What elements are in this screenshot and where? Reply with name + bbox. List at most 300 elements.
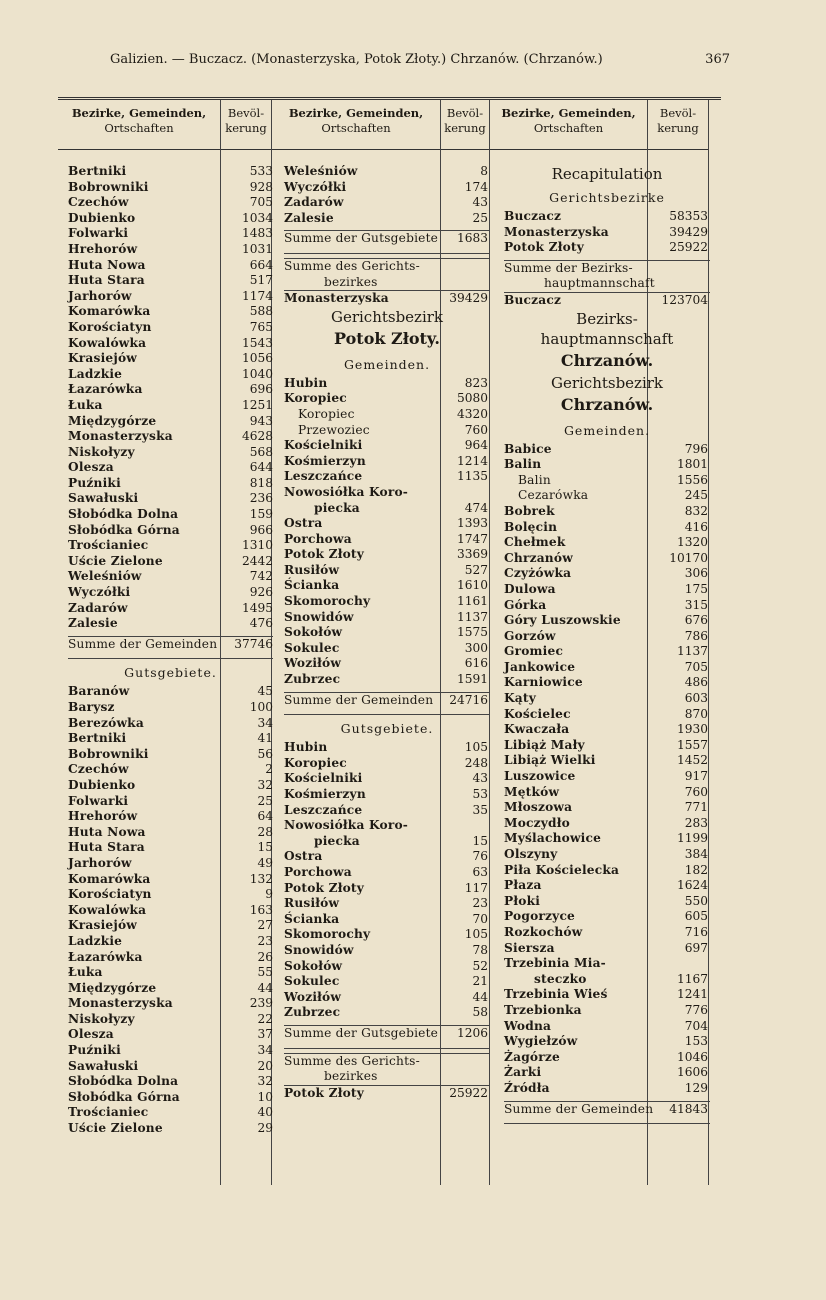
table-row xyxy=(68,429,273,445)
place-name: Słobódka Górna xyxy=(68,522,180,537)
place-name: Berezówka xyxy=(68,715,144,730)
place-name: Babice xyxy=(504,441,552,456)
population-value: 486 xyxy=(684,675,708,690)
place-name: Sokulec xyxy=(284,640,340,655)
population-value: 1040 xyxy=(241,366,273,381)
place-name: Ostra xyxy=(284,516,323,531)
table-row xyxy=(504,987,710,1003)
population-value: 1046 xyxy=(676,1049,708,1064)
place-name: Trościaniec xyxy=(68,538,149,553)
population-value: 742 xyxy=(249,569,273,584)
place-name: Dubienko xyxy=(68,777,136,792)
population-value: 1606 xyxy=(676,1065,708,1080)
place-name-cont: steczko xyxy=(534,971,587,986)
table-row xyxy=(284,959,490,975)
table-row xyxy=(68,996,273,1012)
place-name: Potok Złoty xyxy=(504,240,585,255)
population-value: 182 xyxy=(684,862,708,877)
place-name: Wodna xyxy=(504,1018,552,1033)
place-name: Weleśniów xyxy=(284,164,358,178)
table-row xyxy=(68,700,273,716)
table-row xyxy=(68,226,273,242)
table-row xyxy=(284,180,490,196)
population-value: 58 xyxy=(472,1005,488,1020)
table-row xyxy=(68,1043,273,1059)
population-value: 153 xyxy=(684,1034,708,1049)
place-name: Zubrzec xyxy=(284,1005,341,1020)
population-value: 15 xyxy=(472,833,488,848)
page-header-title: Galizien. — Buczacz. (Monasterzyska, Potok Złoty.) Chrzanów. (Chrzanów.) xyxy=(110,52,603,67)
table-row xyxy=(284,610,490,626)
place-name: Uście Zielone xyxy=(68,553,163,568)
population-value: 550 xyxy=(684,893,708,908)
place-name: Dulowa xyxy=(504,581,556,596)
table-row xyxy=(68,903,273,919)
table-row xyxy=(68,195,273,211)
table-row xyxy=(284,563,490,579)
population-value: 928 xyxy=(249,179,273,194)
place-name-cont: piecka xyxy=(314,833,360,848)
table-row xyxy=(68,336,273,352)
place-name: Kwaczała xyxy=(504,722,570,737)
place-name: Górka xyxy=(504,597,547,612)
table-row xyxy=(68,778,273,794)
table-row xyxy=(284,927,490,943)
place-name: Sokołów xyxy=(284,958,343,973)
table-row xyxy=(504,566,710,582)
place-name: Karniowice xyxy=(504,675,583,690)
place-name: Międzygórze xyxy=(68,980,157,995)
table-row xyxy=(68,601,273,617)
table-row xyxy=(68,887,273,903)
population-value: 9 xyxy=(265,887,273,902)
table-row xyxy=(68,398,273,414)
table-row xyxy=(504,956,710,987)
table-row xyxy=(68,304,273,320)
summary-row xyxy=(284,692,490,716)
population-value: 25922 xyxy=(449,1085,488,1100)
table-row xyxy=(68,211,273,227)
place-name: Komarówka xyxy=(68,871,151,886)
summary-row xyxy=(284,1025,490,1049)
place-name: Sokołów xyxy=(284,625,343,640)
population-value: 776 xyxy=(684,1002,708,1017)
table-row xyxy=(504,473,710,489)
population-value: 1310 xyxy=(241,538,273,553)
population-value: 1320 xyxy=(676,535,708,550)
summary-value: 41843 xyxy=(669,1101,708,1116)
col2-name-header: Bezirke, Gemeinden, Ortschaften xyxy=(272,100,440,150)
place-name: Koropiec xyxy=(284,391,347,406)
place-name: Piła Kościelecka xyxy=(504,862,620,877)
population-value: 1452 xyxy=(676,753,708,768)
population-value: 1495 xyxy=(241,600,273,615)
table-row xyxy=(504,293,710,309)
population-value: 1199 xyxy=(676,831,708,846)
summary-row xyxy=(284,1053,490,1086)
population-value: 78 xyxy=(472,942,488,957)
population-value: 1624 xyxy=(676,878,708,893)
place-name: Łazarówka xyxy=(68,949,143,964)
place-name: Balin xyxy=(518,472,551,487)
summary-row xyxy=(68,636,273,660)
place-name: Żagórze xyxy=(504,1049,560,1064)
table-row xyxy=(284,990,490,1006)
population-value: 23 xyxy=(472,896,488,911)
summary-label: Summe der Gemeinden xyxy=(68,636,218,651)
place-name: Chrzanów xyxy=(504,550,573,565)
population-value: 796 xyxy=(684,441,708,456)
table-row xyxy=(68,460,273,476)
table-row xyxy=(68,554,273,570)
place-name: Uście Zielone xyxy=(68,1121,163,1136)
population-value: 1393 xyxy=(456,516,488,531)
table-row xyxy=(284,164,490,180)
table-row xyxy=(504,209,710,225)
population-value: 527 xyxy=(464,562,488,577)
population-value: 1930 xyxy=(676,722,708,737)
place-name: Woziłów xyxy=(284,989,342,1004)
place-name: Olesza xyxy=(68,1027,114,1042)
population-value: 966 xyxy=(249,522,273,537)
population-value: 22 xyxy=(257,1011,273,1026)
population-value: 306 xyxy=(684,566,708,581)
population-value: 765 xyxy=(249,319,273,334)
table-row xyxy=(68,965,273,981)
table-row xyxy=(284,849,490,865)
table-row xyxy=(68,840,273,856)
table-row xyxy=(68,747,273,763)
place-name: Kośmierzyn xyxy=(284,787,366,801)
place-name: Snowidów xyxy=(284,942,354,957)
place-name: Żarki xyxy=(504,1065,542,1080)
population-value: 76 xyxy=(472,849,488,864)
population-value: 245 xyxy=(684,488,708,503)
table-row xyxy=(68,476,273,492)
population-value: 159 xyxy=(249,507,273,522)
table-row xyxy=(68,716,273,732)
population-value: 56 xyxy=(257,746,273,761)
population-value: 1241 xyxy=(676,987,708,1002)
table-row xyxy=(68,507,273,523)
section-heading-bold: Chrzanów. xyxy=(560,394,654,414)
population-value: 1556 xyxy=(676,472,708,487)
population-value: 1610 xyxy=(456,578,488,593)
table-row xyxy=(68,180,273,196)
population-value: 1801 xyxy=(676,457,708,472)
population-value: 41 xyxy=(257,731,273,746)
table-row xyxy=(504,520,710,536)
population-value: 1591 xyxy=(456,672,488,687)
population-value: 616 xyxy=(464,656,488,671)
place-name: Wyczółki xyxy=(284,179,347,194)
place-name: Trzebinia Wieś xyxy=(504,987,608,1002)
table-row xyxy=(504,1003,710,1019)
table-row xyxy=(284,547,490,563)
table-row xyxy=(68,809,273,825)
place-name: Kąty xyxy=(504,691,537,706)
table-row xyxy=(284,974,490,990)
summary-row xyxy=(284,230,490,254)
place-name: Trzebinia Mia- xyxy=(504,956,606,971)
population-value: 716 xyxy=(684,924,708,939)
population-value: 39429 xyxy=(669,224,708,239)
population-value: 1251 xyxy=(241,397,273,412)
population-value: 23 xyxy=(257,933,273,948)
place-name: Leszczańce xyxy=(284,469,363,484)
population-value: 697 xyxy=(684,940,708,955)
population-value: 8 xyxy=(480,164,488,178)
population-value: 517 xyxy=(249,273,273,288)
table-row xyxy=(68,367,273,383)
section-label: Gemeinden. xyxy=(343,356,431,372)
table-row xyxy=(504,769,710,785)
population-value: 476 xyxy=(249,616,273,631)
place-name: Folwarki xyxy=(68,793,129,808)
place-name: Ostra xyxy=(284,849,323,864)
population-value: 105 xyxy=(464,740,488,755)
population-value: 32 xyxy=(257,1074,273,1089)
summary-label: Summe der Bezirks- xyxy=(504,260,633,275)
population-value: 786 xyxy=(684,628,708,643)
table-row xyxy=(284,211,490,227)
population-value: 943 xyxy=(249,413,273,428)
table-row xyxy=(504,457,710,473)
table-row xyxy=(504,1034,710,1050)
place-name: Krasiejów xyxy=(68,351,137,366)
place-name: Korościatyn xyxy=(68,887,152,902)
section-heading: hauptmannschaft xyxy=(540,329,674,348)
place-name: Słobódka Dolna xyxy=(68,1074,179,1089)
population-value: 248 xyxy=(464,755,488,770)
population-value: 25 xyxy=(257,793,273,808)
summary-row xyxy=(284,258,490,291)
table-row xyxy=(284,672,490,688)
population-value: 15 xyxy=(257,840,273,855)
table-row xyxy=(68,569,273,585)
table-row xyxy=(284,656,490,672)
table-row xyxy=(68,445,273,461)
col3-name-header: Bezirke, Gemeinden, Ortschaften xyxy=(490,100,647,150)
table-row xyxy=(504,629,710,645)
place-name: Balin xyxy=(504,457,542,472)
table-row xyxy=(504,847,710,863)
summary-label: Summe des Gerichts- xyxy=(284,258,420,273)
table-row xyxy=(284,818,490,849)
population-value: 1137 xyxy=(456,609,488,624)
table-row xyxy=(284,1086,490,1102)
place-name: Skomorochy xyxy=(284,594,371,609)
population-value: 664 xyxy=(249,257,273,272)
population-value: 603 xyxy=(684,691,708,706)
place-name: Słobódka Górna xyxy=(68,1089,180,1104)
table-row xyxy=(284,407,490,423)
place-name: Monasterzyska xyxy=(68,429,173,444)
population-value: 696 xyxy=(249,382,273,397)
place-name: Ścianka xyxy=(284,578,340,593)
place-name: Czechów xyxy=(68,195,129,210)
population-value: 35 xyxy=(472,802,488,817)
population-value: 10 xyxy=(257,1089,273,1104)
table-row xyxy=(68,242,273,258)
population-value: 34 xyxy=(257,715,273,730)
table-row xyxy=(504,504,710,520)
population-value: 474 xyxy=(464,500,488,515)
table-row xyxy=(68,1059,273,1075)
section-heading: Gerichtsbezirk xyxy=(330,307,444,326)
table-row xyxy=(284,641,490,657)
summary-label: Summe der Gemeinden xyxy=(284,692,434,707)
table-row xyxy=(284,787,490,803)
table-row xyxy=(504,240,710,256)
table-row xyxy=(284,912,490,928)
place-name: Bobrek xyxy=(504,503,555,518)
place-name: Weleśniów xyxy=(68,569,142,584)
table-row xyxy=(68,351,273,367)
population-value: 21 xyxy=(472,974,488,989)
table-row xyxy=(68,164,273,180)
table-row xyxy=(68,585,273,601)
table-row xyxy=(68,856,273,872)
place-name: Sokulec xyxy=(284,974,340,989)
population-value: 132 xyxy=(249,871,273,886)
population-value: 175 xyxy=(684,581,708,596)
summary-label-cont: hauptmannschaft xyxy=(544,276,655,291)
place-name: Komarówka xyxy=(68,304,151,319)
population-value: 1167 xyxy=(676,971,708,986)
table-row xyxy=(284,625,490,641)
table-row xyxy=(68,794,273,810)
population-value: 315 xyxy=(684,597,708,612)
table-row xyxy=(284,438,490,454)
table-row xyxy=(504,831,710,847)
section-label: Gerichtsbezirke xyxy=(549,190,665,205)
population-value: 771 xyxy=(684,800,708,815)
table-row xyxy=(68,934,273,950)
table-row xyxy=(504,909,710,925)
population-value: 45 xyxy=(257,684,273,699)
table-row xyxy=(504,707,710,723)
table-row xyxy=(284,1005,490,1021)
population-value: 20 xyxy=(257,1058,273,1073)
table-row xyxy=(68,684,273,700)
table-row xyxy=(504,1019,710,1035)
place-name: Góry Luszowskie xyxy=(504,613,621,628)
place-name: Nowosiółka Koro- xyxy=(284,818,409,833)
population-value: 43 xyxy=(472,195,488,210)
place-name: Kościelniki xyxy=(284,438,363,453)
table-row xyxy=(504,925,710,941)
table-row xyxy=(504,894,710,910)
col1-name-header: Bezirke, Gemeinden, Ortschaften xyxy=(58,100,220,150)
table-row xyxy=(68,491,273,507)
place-name: Źródła xyxy=(504,1080,550,1095)
table-row xyxy=(68,1027,273,1043)
population-value: 1747 xyxy=(456,531,488,546)
table-row xyxy=(504,535,710,551)
population-value: 28 xyxy=(257,824,273,839)
summary-row xyxy=(504,1101,710,1125)
table-row xyxy=(284,865,490,881)
section-heading-bold: Potok Złoty. xyxy=(334,328,440,348)
place-name: Potok Złoty xyxy=(284,880,365,895)
population-value: 25922 xyxy=(669,240,708,255)
place-name: Cezarówka xyxy=(518,488,589,503)
table-row xyxy=(504,675,710,691)
place-name: Rusiłów xyxy=(284,896,340,911)
population-value: 105 xyxy=(464,927,488,942)
table-row xyxy=(68,981,273,997)
table-row xyxy=(284,376,490,392)
place-name: Kowalówka xyxy=(68,335,147,350)
place-name: Gromiec xyxy=(504,644,564,659)
place-name: Ścianka xyxy=(284,911,340,926)
column-3 xyxy=(504,164,710,1124)
table-row xyxy=(504,1065,710,1081)
population-value: 2442 xyxy=(241,553,273,568)
place-name: Buczacz xyxy=(504,209,562,223)
place-name: Niskołyzy xyxy=(68,1011,135,1026)
place-name: Bolęcin xyxy=(504,519,558,534)
population-value: 1557 xyxy=(676,737,708,752)
place-name: Porchowa xyxy=(284,864,352,879)
place-name: Hubin xyxy=(284,740,328,755)
population-value: 63 xyxy=(472,864,488,879)
place-name: Ladzkie xyxy=(68,933,123,948)
place-name: Olesza xyxy=(68,460,114,475)
place-name: Luszowice xyxy=(504,769,576,784)
table-row xyxy=(284,291,490,307)
place-name: Olszyny xyxy=(504,847,558,861)
col3-pop-header: Bevöl- kerung xyxy=(648,100,708,150)
place-name: Jarhorów xyxy=(68,288,132,303)
place-name: Huta Stara xyxy=(68,273,145,288)
place-name: Gorzów xyxy=(504,628,556,643)
place-name: Kowalówka xyxy=(68,902,147,917)
place-name: Zubrzec xyxy=(284,672,341,687)
population-value: 870 xyxy=(684,706,708,721)
place-name: Siersza xyxy=(504,940,555,955)
table-row xyxy=(284,771,490,787)
population-value: 239 xyxy=(249,996,273,1011)
population-value: 605 xyxy=(684,909,708,924)
place-name: Dubienko xyxy=(68,210,136,225)
table-row xyxy=(504,753,710,769)
place-name: Zadarów xyxy=(284,195,344,210)
table-row xyxy=(68,825,273,841)
place-name: Trościaniec xyxy=(68,1105,149,1120)
place-name: Baranów xyxy=(68,684,130,699)
table-row xyxy=(284,594,490,610)
place-name: Łuka xyxy=(68,965,103,980)
population-value: 1483 xyxy=(241,226,273,241)
population-value: 760 xyxy=(464,422,488,437)
population-value: 533 xyxy=(249,164,273,178)
population-value: 40 xyxy=(257,1105,273,1120)
table-row xyxy=(284,469,490,485)
place-name: Jankowice xyxy=(504,659,576,674)
population-value: 300 xyxy=(464,640,488,655)
place-name: Pogorzyce xyxy=(504,909,576,924)
table-row xyxy=(504,941,710,957)
population-value: 25 xyxy=(472,210,488,225)
table-row xyxy=(68,289,273,305)
table-row xyxy=(504,613,710,629)
population-value: 568 xyxy=(249,444,273,459)
place-name: Barysz xyxy=(68,700,115,714)
table-row xyxy=(68,872,273,888)
population-value: 4320 xyxy=(456,406,488,421)
